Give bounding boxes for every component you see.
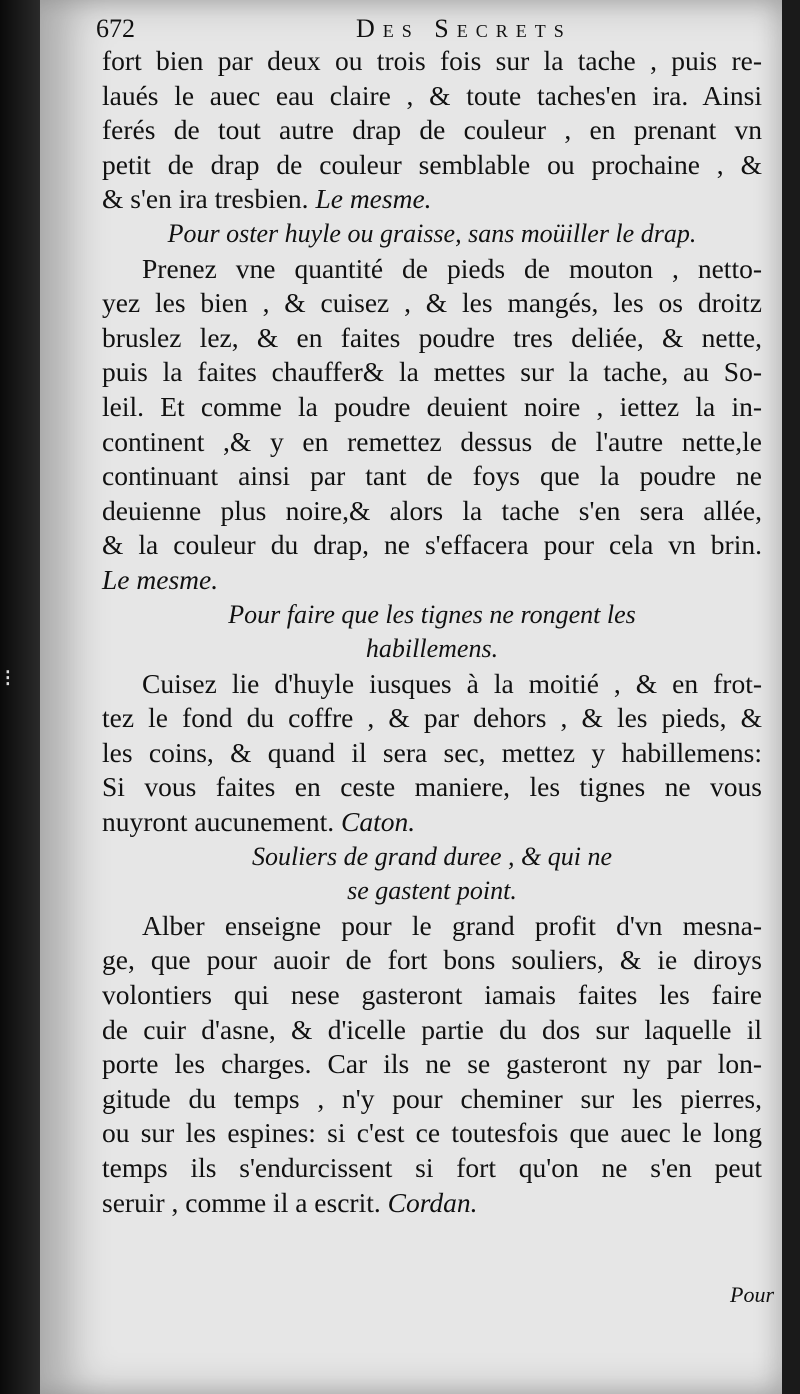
- line-text: gitude du temps , n'y pour cheminer sur les pierres,: [102, 1082, 762, 1114]
- line-text: Pour faire que les tignes ne rongent les: [228, 599, 636, 629]
- text-line: [102, 1151, 762, 1186]
- line-text: Cuisez lie d'huyle iusques à la moitié , & en frot-: [142, 667, 762, 699]
- attribution-line: [102, 563, 762, 598]
- section-heading: [102, 840, 762, 875]
- attribution: Caton.: [334, 806, 416, 838]
- line-text: fort bien par deux ou trois fois sur la tache , puis re-: [102, 45, 762, 76]
- text-line: [102, 252, 762, 287]
- line-text: de cuir d'asne, & d'icelle partie du dos sur laquelle il: [102, 1013, 762, 1045]
- line-text: & la couleur du drap, ne s'effacera pour cela vn brin.: [102, 529, 762, 561]
- line-text: bruslez lez, & en faites poudre tres deliée, & nette,: [102, 321, 762, 353]
- text-line: [102, 321, 762, 356]
- line-text: Prenez vne quantité de pieds de mouton , netto-: [142, 252, 762, 284]
- section-heading: [102, 632, 762, 667]
- text-line: [102, 978, 762, 1013]
- line-text: puis la faites chauffer& la mettes sur la tache, au So-: [102, 356, 762, 388]
- text-line: [102, 79, 762, 114]
- line-text: & s'en ira tresbien.: [102, 183, 309, 215]
- text-line: [102, 182, 762, 217]
- line-text: tez le fond du coffre , & par dehors , & les pieds, &: [102, 702, 762, 734]
- line-text: Alber enseigne pour le grand profit d'vn mesna-: [142, 909, 762, 941]
- binding-gutter: [0, 0, 40, 1394]
- text-line: [102, 1082, 762, 1117]
- line-text: ferés de tout autre drap de couleur , en prenant vn: [102, 114, 762, 146]
- text-line: [102, 1013, 762, 1048]
- text-line: [102, 286, 762, 321]
- page-number: 672: [96, 14, 135, 43]
- line-text: Pour oster huyle ou graisse, sans moüiller le drap.: [167, 218, 697, 248]
- line-text: temps ils s'endurcissent si fort qu'on ne s'en peut: [102, 1152, 762, 1183]
- line-text: se gastent point.: [347, 876, 517, 906]
- line-text: Souliers de grand duree , & qui ne: [251, 841, 613, 871]
- line-text: deuienne plus noire,& alors la tache s'en sera allée,: [102, 494, 762, 526]
- text-line: [102, 909, 762, 944]
- line-text: yez les bien , & cuisez , & les mangés, les os droitz: [102, 287, 762, 319]
- line-text: nuyront aucunement.: [102, 806, 335, 838]
- line-text: ou sur les espines: si c'est ce toutesfois que auec le long: [102, 1117, 762, 1149]
- body-text: [102, 44, 762, 1220]
- text-line: [102, 459, 762, 494]
- line-text: continent ,& y en remettez dessus de l'autre nette,le: [102, 425, 762, 457]
- line-text: volontiers qui nese gasteront iamais faites les faire: [102, 979, 762, 1011]
- line-text: habillemens.: [365, 634, 499, 664]
- text-line: [102, 736, 762, 771]
- running-head: Des Secrets: [356, 14, 572, 43]
- text-line: [102, 943, 762, 978]
- text-line: [102, 805, 762, 840]
- text-line: [102, 528, 762, 563]
- section-heading: [102, 217, 762, 252]
- line-text: Le mesme.: [102, 563, 219, 595]
- text-line: [102, 113, 762, 148]
- text-line: [102, 1186, 762, 1221]
- line-text: Si vous faites en ceste maniere, les tignes ne vous: [102, 771, 762, 803]
- line-text: leil. Et comme la poudre deuient noire , iettez la in-: [102, 390, 762, 422]
- line-text: continuant ainsi par tant de foys que la poudre ne: [102, 460, 762, 492]
- text-line: [102, 355, 762, 390]
- line-text: seruir , comme il a escrit.: [102, 1186, 381, 1218]
- text-line: [102, 667, 762, 702]
- attribution: Cordan.: [380, 1186, 478, 1218]
- line-text: les coins, & quand il sera sec, mettez y habillemens:: [102, 736, 762, 768]
- text-line: [102, 44, 762, 79]
- line-text: ge, que pour auoir de fort bons souliers, & ie diroys: [102, 944, 762, 976]
- line-text: petit de drap de couleur semblable ou prochaine , &: [102, 148, 762, 180]
- text-line: [102, 148, 762, 183]
- text-line: [102, 425, 762, 460]
- text-line: [102, 1047, 762, 1082]
- text-line: [102, 1116, 762, 1151]
- text-line: [102, 770, 762, 805]
- margin-mark: ⁝: [4, 664, 12, 692]
- text-line: [102, 494, 762, 529]
- section-heading: [102, 874, 762, 909]
- attribution: Le mesme.: [308, 183, 432, 215]
- text-line: [102, 701, 762, 736]
- book-page: [40, 0, 782, 1394]
- line-text: porte les charges. Car ils ne se gasteront ny par lon-: [102, 1048, 762, 1080]
- line-text: laués le auec eau claire , & toute taches'en ira. Ainsi: [102, 79, 762, 111]
- text-line: [102, 390, 762, 425]
- section-heading: [102, 598, 762, 633]
- catchword: Pour: [730, 1282, 774, 1307]
